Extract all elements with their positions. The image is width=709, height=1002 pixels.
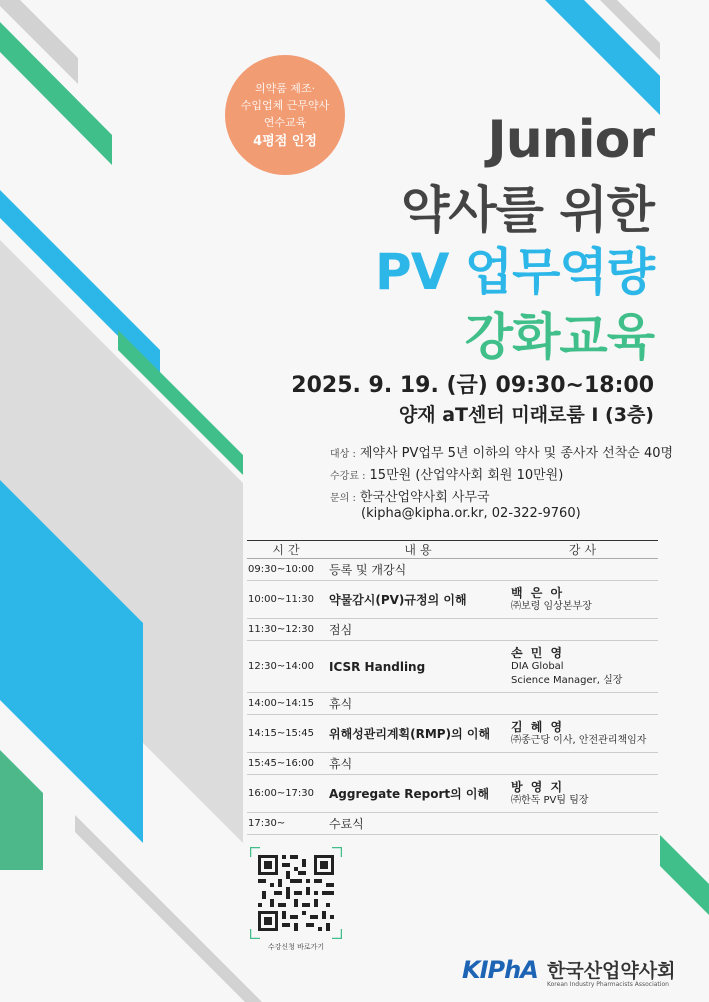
contact-value: 한국산업약사회 사무국 xyxy=(359,490,490,505)
row-time: 16:00~17:30 xyxy=(247,775,329,813)
info-target xyxy=(330,442,673,461)
lecturer-name: 손 민 영 xyxy=(511,645,565,660)
qr-caption: 수강신청 바로가기 xyxy=(267,943,325,951)
target-value: 제약사 PV업무 5년 이하의 약사 및 종사자 선착순 40명 xyxy=(359,446,674,461)
header-topic: 내용 xyxy=(329,541,511,559)
title-line1: Junior xyxy=(487,110,654,170)
row-lecturer xyxy=(511,813,658,835)
row-time: 17:30~ xyxy=(247,813,329,835)
row-lecturer xyxy=(511,581,658,619)
row-lecturer xyxy=(511,693,658,715)
event-date: 2025. 9. 19. (금) 09:30~18:00 xyxy=(291,373,654,398)
lecturer-name: 김 혜 영 xyxy=(511,719,565,734)
row-topic: 등록 및 개강식 xyxy=(329,559,511,581)
row-topic: 위해성관리계획(RMP)의 이해 xyxy=(329,715,511,753)
row-time: 10:00~11:30 xyxy=(247,581,329,619)
badge-line2: 수입업체 근무약사 xyxy=(240,99,330,112)
table-row xyxy=(247,715,658,753)
header-lecturer: 강사 xyxy=(511,541,658,559)
row-lecturer xyxy=(511,619,658,641)
row-topic: 점심 xyxy=(329,619,511,641)
contact-detail: (kipha@kipha.or.kr, 02-322-9760) xyxy=(361,506,581,521)
row-time: 14:15~15:45 xyxy=(247,715,329,753)
table-row xyxy=(247,559,658,581)
row-topic: 휴식 xyxy=(329,753,511,775)
lecturer-name: 방 영 지 xyxy=(511,779,565,794)
table-row xyxy=(247,641,658,693)
lecturer-affiliation: ㈜보령 임상본부장 xyxy=(511,600,592,612)
contact-label: 문의 : xyxy=(330,493,356,504)
table-row xyxy=(247,753,658,775)
row-topic: Aggregate Report의 이해 xyxy=(329,775,511,813)
row-time: 14:00~14:15 xyxy=(247,693,329,715)
row-topic: ICSR Handling xyxy=(329,641,511,693)
title-line2: 약사를 위한 xyxy=(401,181,654,239)
event-venue: 양재 aT센터 미래로룸 I (3층) xyxy=(398,404,654,426)
row-time: 12:30~14:00 xyxy=(247,641,329,693)
row-lecturer xyxy=(511,753,658,775)
schedule-table xyxy=(247,540,658,835)
row-topic: 수료식 xyxy=(329,813,511,835)
logo-korean-name: 한국산업약사회 xyxy=(547,960,676,982)
header-time: 시간 xyxy=(247,541,329,559)
table-row xyxy=(247,581,658,619)
table-row xyxy=(247,693,658,715)
badge-line4: 4평점 인정 xyxy=(253,134,317,149)
row-time: 15:45~16:00 xyxy=(247,753,329,775)
registration-qr-code[interactable] xyxy=(250,847,342,939)
row-time: 11:30~12:30 xyxy=(247,619,329,641)
kipha-logo xyxy=(462,956,676,988)
row-lecturer xyxy=(511,775,658,813)
title-line3: PV 업무역량 xyxy=(375,243,654,301)
badge-line3: 연수교육 xyxy=(263,116,307,129)
row-time: 09:30~10:00 xyxy=(247,559,329,581)
row-lecturer xyxy=(511,641,658,693)
lecturer-affiliation: ㈜한독 PV팀 팀장 xyxy=(511,794,589,806)
lecturer-affiliation: ㈜종근당 이사, 안전관리책임자 xyxy=(511,734,647,746)
badge-line1: 의약품 제조· xyxy=(254,82,316,95)
lecturer-name: 백 은 아 xyxy=(511,585,565,600)
table-row xyxy=(247,813,658,835)
info-fee xyxy=(330,464,563,483)
fee-label: 수강료 : xyxy=(330,471,366,482)
title-line4: 강화교육 xyxy=(464,308,654,366)
target-label: 대상 : xyxy=(330,449,356,460)
table-row xyxy=(247,619,658,641)
logo-english-name: Korean Industry Pharmacists Association xyxy=(547,981,669,988)
fee-value: 15만원 (산업약사회 회원 10만원) xyxy=(369,468,564,483)
logo-mark: KIPhA xyxy=(462,956,538,984)
table-row xyxy=(247,775,658,813)
accreditation-badge xyxy=(225,55,345,175)
lecturer-affiliation: DIA Global xyxy=(511,660,564,672)
row-topic: 휴식 xyxy=(329,693,511,715)
row-topic: 약물감시(PV)규정의 이해 xyxy=(329,581,511,619)
row-lecturer xyxy=(511,559,658,581)
info-contact xyxy=(330,486,490,505)
row-lecturer xyxy=(511,715,658,753)
lecturer-affiliation-2: Science Manager, 실장 xyxy=(511,674,623,686)
